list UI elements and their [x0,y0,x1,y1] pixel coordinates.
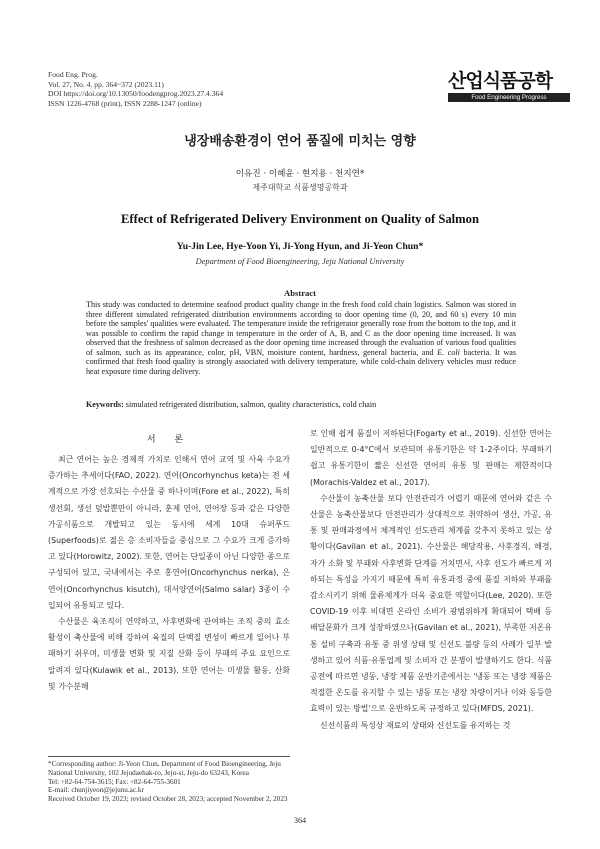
footnote [48,760,290,804]
right-column [310,426,552,734]
affiliation-english: Department of Food Bioengineering, Jeju National University [195,257,405,266]
abstract-text-2: bacteria. It was confirmed that fresh food quality is strongly associated with delivery temperature, while cold-chain delivery vehicles must reduce heat exposure time during delivery. [86,347,516,376]
affiliation-korean: 제주대학교 식품생명공학과 [252,183,348,192]
keywords-label: Keywords: [86,400,124,409]
abstract-body [86,300,516,376]
right-paragraph-1: 로 인해 쉽게 품질이 저하된다(Fogarty et al., 2019). 신선한 연어는 일반적으로 0-4°C에서 보관되며 유통기한은 약 1-2주이다. 부패하기 쉽고 유통기한이 짧은 신선한 연어의 유통 및 판매는 제한적이다(Morachis-Valdez et al., 2017). [310,429,552,487]
logo-english-text: Food Engineering Progress [448,93,570,102]
footnote-email: E-mail: chunjiyeon@jejunu.ac.kr [48,786,144,795]
journal-name: Food Eng. Prog. [48,70,98,79]
abstract-heading: Abstract [284,288,316,298]
left-column [48,452,290,695]
journal-volume: Vol. 27, No. 4. pp. 364~372 (2023.11) [48,79,164,89]
page-number: 364 [293,816,307,825]
authors-english: Yu-Jin Lee, Hye-Yoon Yi, Ji-Yong Hyun, and Ji-Yeon Chun* [176,241,424,252]
footnote-corresponding: *Corresponding author: Ji-Yeon Chun, Department of Food Bioengineering, Jeju National University, 102 Jejudaehak-ro, Jeju-si, Jeju-do 63243, Korea [48,760,281,777]
title-korean: 냉장배송환경이 연어 품질에 미치는 영향 [184,134,416,149]
journal-issn: ISSN 1226-4768 (print), ISSN 2288-1247 (online) [48,98,202,108]
footnote-received: Received October 19, 2023; revised October 28, 2023; accepted November 2, 2023 [48,795,288,804]
left-paragraph-1: 최근 연어는 높은 경제적 가치로 인해서 연어 교역 및 사육 수요가 증가하는 추세이다(FAO, 2022). 연어(Oncorhynchus keta)는 전 세계적으로 가장 선호되는 수산물 중 하나이며(Fore et al., 2022), 특히 생선회, 생선 덮밥뿐만이 아니라, 훈제 연어, 연어장 등과 같은 다양한 가공식품으로 개발되고 있는 동시에 세계 10대 슈퍼푸드(Superfoods)로 젊은 층 소비자들을 중심으로 그 수요가 크게 증가하고 있다(Horowitz, 2002). 또한, 연어는 단일종이 아닌 다양한 종으로 구성되어 있고, 국내에서는 주로 홍연어(Oncorhynchus nerka), 은연어(Oncorhynchus kisutch), 대서양연어(Salmo salar) 3종이 수입되어 유통되고 있다. [48,455,290,610]
footnote-divider [48,756,290,757]
logo-korean-text: 산업식품공학 [448,70,553,92]
authors-korean: 이유진 · 이혜윤 · 현지용 · 천지연* [235,169,365,179]
right-paragraph-3: 신선식품의 특성상 재료의 상태와 신선도를 유지하는 것 [320,720,511,730]
abstract-text-1: This study was conducted to determine seafood product quality change in the fresh food cold chain logistics. Salmon was stored in three different simulated refrigerated distribution environments according to door opening time (0, 20, and 60 s) every 10 min before the samples' qualities were evaluated. The temperature inside the refrigerator generally rose from the bottom to the top, and it was possible to confirm the rapid change in temperature in the order of A, B, and C as the door opening time increased. It was observed that the freshness of salmon decreased as the door opening time increased through the evaluation of various food qualities of salmon, such as its appearance, color, pH, VBN, moisture content, hardness, general bacteria, and [86,300,516,357]
journal-logo [448,70,570,102]
footnote-tel: Tel: +82-64-754-3615; Fax: +82-64-755-3601 [48,777,181,786]
keywords [86,400,516,409]
journal-header [48,70,223,108]
title-english: Effect of Refrigerated Delivery Environment on Quality of Salmon [121,212,479,226]
journal-doi: DOI https://doi.org/10.13050/foodengprog.2023.27.4.364 [48,89,224,99]
section-heading-introduction: 서 론 [146,435,192,445]
keywords-text: simulated refrigerated distribution, salmon, quality characteristics, cold chain [123,400,377,409]
left-paragraph-2: 수산물은 육조직이 연약하고, 사후변화에 관여하는 조직 중의 효소 활성이 축산물에 비해 강하여 육질의 단백질 변성이 빠르게 일어나 부패하기 쉬우며, 미생물 변화 및 지질 산화 등이 부패의 주요 요인으로 알려져 있다(Kulawik et al., 2013). 또한 연어는 미생물 활동, 산화 및 가수분해 [48,617,290,691]
right-paragraph-2: 수산물이 농축산물 보다 안전관리가 어렵기 때문에 연어와 같은 수산물은 농축산물보다 안전관리가 상대적으로 취약하여 생산, 가공, 유통 및 판매과정에서 체계적인 선도관리 체계를 갖추지 못하고 있는 상황이다(Gavilan et al., 2021). 수산물은 해당작용, 사후경직, 해경, 자가 소화 및 부패와 사후변화 단계를 거치면서, 사후 선도가 빠르게 저하되는 특성을 가지기 때문에 특히 유통과정 중에 품질 저하와 부패를 감소시키기 위해 물류체계가 더욱 중요한 역할이다(Lee, 2020). 또한 COVID-19 이후 비대면 온라인 소비가 광범위하게 확대되어 택배 등 배달문화가 크게 성장하였으나(Gavilan et al., 2021), 부족한 저온유통 설비 구축과 유통 중 위생 상태 및 신선도 불량 등의 사례가 일부 발생하고 있어 식품·유통업계 및 소비자 간 분쟁이 발생하기도 한다. 식품공전에 따르면 냉동, 냉장 제품 운반기준에서는 '냉동 또는 냉장 제품은 적절한 온도를 유지할 수 있는 냉동 또는 냉장 차량이거나 이와 동등한 효력이 있는 방법'으로 운반하도록 규정하고 있다(MFDS, 2021). [310,493,552,714]
abstract-ecoli: E. coli [437,347,460,357]
